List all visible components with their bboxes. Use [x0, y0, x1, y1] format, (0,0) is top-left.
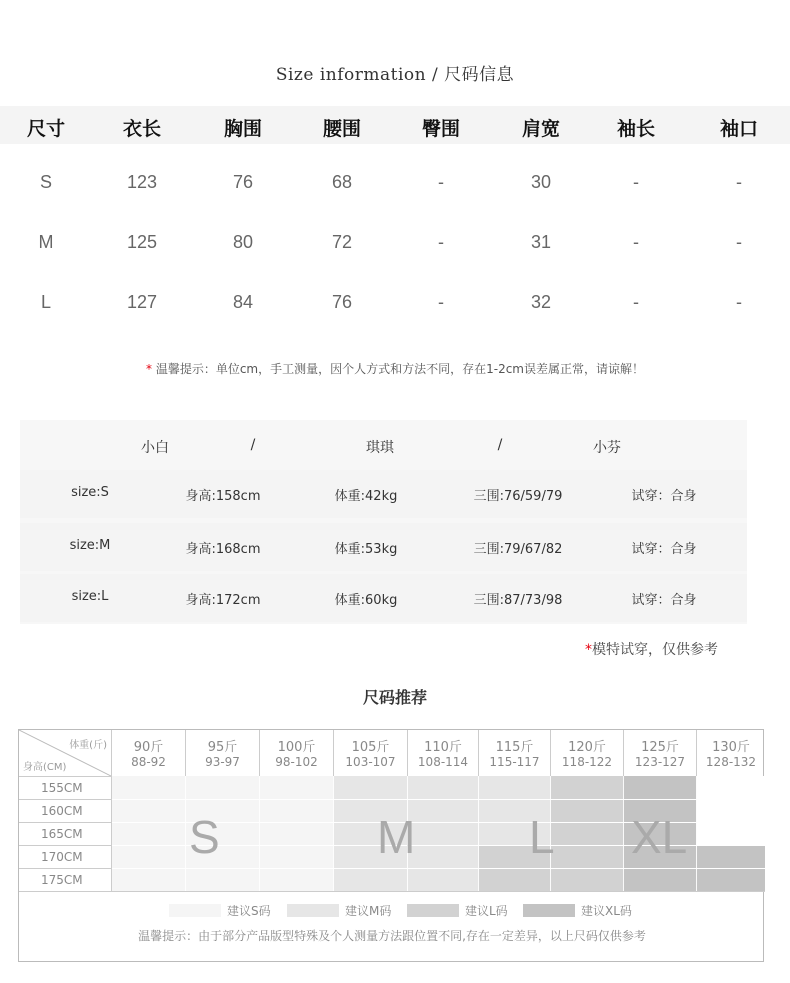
weight-kg: 88-92 [131, 755, 166, 769]
model-data-cell: 试穿：合身 [631, 489, 697, 504]
size-value-cell: 84 [232, 292, 254, 312]
model-data-cell: 体重:42kg [334, 489, 398, 504]
legend-label: 建议S码 [227, 904, 271, 918]
size-value-cell: 125 [126, 232, 158, 252]
size-value-cell: - [633, 172, 639, 192]
weight-header [259, 730, 333, 776]
weight-kg: 103-107 [345, 755, 396, 769]
grid-vline [259, 776, 260, 891]
note-star: * [146, 362, 152, 376]
size-letter: M [377, 811, 416, 863]
recommend-note: 温馨提示：由于部分产品版型特殊及个人测量方法跟位置不同,存在一定差异，以上尺码仅供参考 [138, 929, 646, 943]
weight-jin: 105斤 [351, 740, 390, 755]
grid-label-border [111, 776, 112, 891]
note-text: 温馨提示：单位cm，手工测量，因个人方式和方法不同，存在1-2cm误差属正常，请谅解！ [152, 362, 644, 376]
height-label: 175CM [19, 868, 111, 891]
size-zone [696, 776, 765, 845]
grid-vline [333, 776, 334, 891]
size-value-cell: L [40, 292, 51, 312]
model-name-cell: / [497, 437, 503, 453]
size-zone [550, 776, 623, 845]
height-label: 160CM [19, 799, 111, 822]
size-zone [111, 776, 333, 891]
note-text: 模特试穿，仅供参考 [592, 642, 718, 658]
weight-jin: 90斤 [133, 740, 164, 755]
weight-jin: 100斤 [277, 740, 316, 755]
recommend-title: 尺码推荐 [362, 688, 427, 707]
size-header-cell: 袖长 [616, 118, 655, 140]
size-header-cell: 尺寸 [26, 118, 65, 140]
weight-jin: 110斤 [424, 740, 462, 755]
model-note [585, 639, 718, 659]
grid-vline [478, 776, 479, 891]
weight-kg: 118-122 [561, 755, 613, 769]
model-data-cell: size:M [69, 538, 111, 553]
weight-kg: 108-114 [417, 755, 469, 769]
size-value-cell: 30 [530, 172, 552, 192]
size-header-cell: 衣长 [122, 118, 161, 140]
height-label: 155CM [19, 776, 111, 799]
grid-vline [185, 776, 186, 891]
size-header-cell: 肩宽 [521, 118, 560, 140]
size-letter: XL [631, 811, 688, 863]
model-data-cell: 试穿：合身 [631, 542, 697, 557]
size-header-cell: 腰围 [322, 118, 361, 140]
model-data-cell: 试穿：合身 [631, 593, 697, 608]
legend-label: 建议L码 [465, 904, 508, 918]
grid-corner [19, 730, 111, 776]
size-letter: S [189, 811, 220, 863]
weight-kg: 98-102 [275, 755, 318, 769]
size-value-cell: 80 [232, 232, 254, 252]
height-label: 165CM [19, 822, 111, 845]
size-value-cell: - [438, 172, 444, 192]
corner-weight-label: 体重(斤) [69, 740, 107, 751]
legend-swatch [287, 904, 339, 917]
legend-swatch [407, 904, 459, 917]
note-star: * [585, 642, 592, 658]
legend-label: 建议XL码 [581, 904, 632, 918]
model-name-cell: 琪琪 [366, 440, 394, 456]
weight-jin: 125斤 [641, 740, 679, 755]
legend-swatch [523, 904, 575, 917]
size-value-cell: - [736, 172, 742, 192]
weight-header [478, 730, 550, 776]
size-value-cell: S [39, 172, 52, 192]
weight-jin: 95斤 [207, 740, 238, 755]
corner-height-label: 身高(CM) [23, 762, 67, 773]
model-name-cell: / [250, 437, 256, 453]
page-title: Size information / 尺码信息 [275, 65, 515, 85]
size-value-cell: 76 [331, 292, 353, 312]
model-data-cell: 身高:168cm [185, 542, 261, 557]
size-header-cell: 袖口 [719, 118, 758, 140]
model-data-cell: size:L [71, 589, 109, 604]
model-data-cell: 身高:158cm [185, 489, 261, 504]
weight-header [185, 730, 259, 776]
size-header-cell: 臀围 [421, 118, 460, 140]
weight-header [111, 730, 185, 776]
size-value-cell: 72 [331, 232, 353, 252]
size-letter: L [529, 811, 555, 863]
model-data-cell: size:S [71, 485, 109, 500]
weight-header [407, 730, 478, 776]
size-value-cell: 123 [126, 172, 158, 192]
size-header-cell: 胸围 [223, 118, 262, 140]
model-data-cell: 三围:79/67/82 [473, 542, 563, 557]
size-value-cell: - [438, 292, 444, 312]
size-value-cell: - [736, 232, 742, 252]
legend-label: 建议M码 [345, 904, 392, 918]
weight-jin: 120斤 [568, 740, 606, 755]
size-value-cell: 31 [530, 232, 552, 252]
measurement-note [0, 360, 790, 377]
legend-swatch [169, 904, 221, 917]
weight-header [550, 730, 623, 776]
weight-kg: 123-127 [634, 755, 686, 769]
size-value-cell: 32 [530, 292, 552, 312]
model-data-cell: 三围:76/59/79 [473, 489, 563, 504]
weight-kg: 128-132 [705, 755, 757, 769]
model-name-cell: 小白 [141, 440, 169, 456]
weight-jin: 115斤 [495, 740, 534, 755]
model-data-cell: 体重:53kg [334, 542, 398, 557]
height-label: 170CM [19, 845, 111, 868]
model-data-cell: 三围:87/73/98 [473, 593, 563, 608]
size-value-cell: 68 [331, 172, 353, 192]
weight-header [623, 730, 696, 776]
grid-hline [111, 868, 765, 869]
weight-header [333, 730, 407, 776]
model-name-cell: 小芬 [593, 440, 621, 456]
weight-kg: 93-97 [205, 755, 240, 769]
weight-header [696, 730, 765, 776]
size-recommend-grid [18, 729, 764, 962]
size-value-cell: 76 [232, 172, 254, 192]
grid-bottom-line [19, 891, 765, 892]
size-value-cell: - [633, 292, 639, 312]
model-fit-table [20, 420, 747, 624]
size-value-cell: - [633, 232, 639, 252]
size-value-cell: - [736, 292, 742, 312]
size-value-cell: 127 [126, 292, 158, 312]
grid-vline [623, 776, 624, 891]
model-data-cell: 身高:172cm [185, 593, 261, 608]
size-value-cell: M [38, 232, 54, 252]
weight-jin: 130斤 [712, 740, 750, 755]
grid-vline [696, 776, 697, 891]
size-value-cell: - [438, 232, 444, 252]
model-data-cell: 体重:60kg [334, 593, 398, 608]
grid-hline [111, 799, 765, 800]
weight-kg: 115-117 [489, 755, 540, 769]
